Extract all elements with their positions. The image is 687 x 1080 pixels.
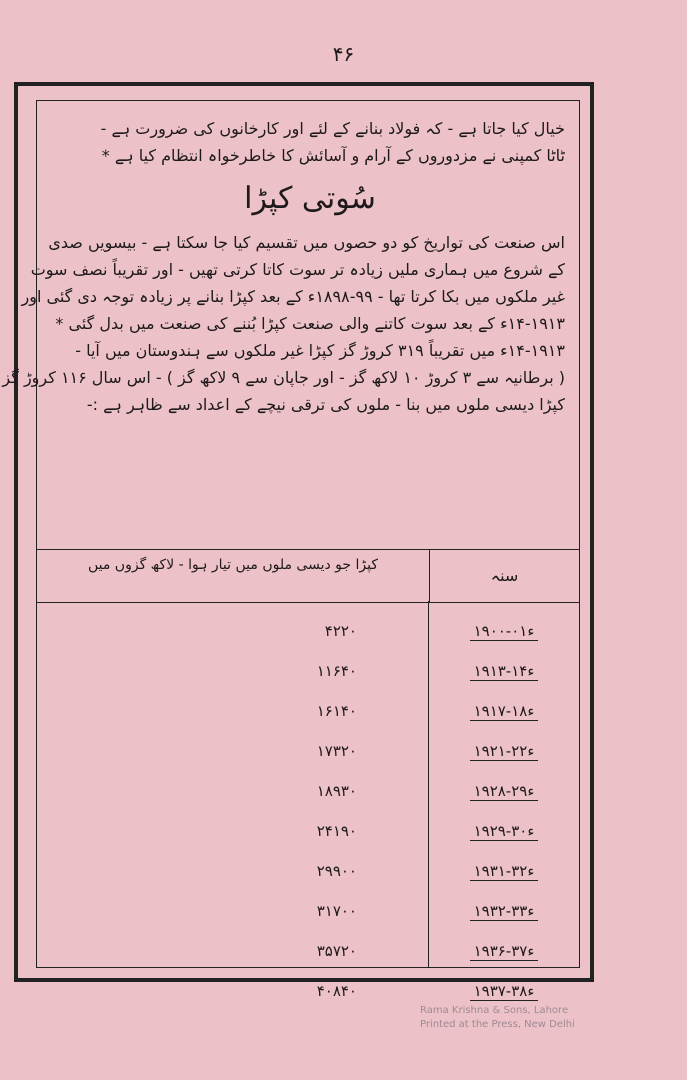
year-text: ۱۹۱۷-۱۸ء xyxy=(470,702,539,721)
paragraph-line: ۱۴-۱۹۱۳ء کے بعد سوت کاتنے والی صنعت کپڑا بُننے کی صنعت میں بدل گئی * xyxy=(55,314,565,333)
section-heading: سُوتی کپڑا xyxy=(244,181,376,216)
paragraph-line: کپڑا دیسی ملوں میں بنا - ملوں کی ترقی نیچے کے اعداد سے ظاہر ہے :- xyxy=(86,395,565,414)
value-cell: ۲۴۱۹۰ xyxy=(316,822,357,840)
year-text: ۱۹۳۱-۳۲ء xyxy=(470,862,539,881)
year-text: ۱۹۲۸-۲۹ء xyxy=(470,782,539,801)
year-text: ۱۹۳۲-۳۳ء xyxy=(470,902,539,921)
year-cell xyxy=(429,813,579,849)
table-row xyxy=(37,933,579,969)
quantity-column-header: کپڑا جو دیسی ملوں میں تیار ہوا - لاکھ گزوں میں xyxy=(87,557,379,573)
year-cell xyxy=(429,653,579,689)
paragraph-line: غیر ملکوں میں بکا کرتا تھا - ۹۹-۱۸۹۸ء کے بعد کپڑا بنانے پر زیادہ توجہ دی گئی اور xyxy=(21,287,565,306)
year-text: ۱۹۳۷-۳۸ء xyxy=(470,982,539,1001)
page-inner-border xyxy=(2,100,580,1000)
paragraph-line: اس صنعت کی تواریخ کو دو حصوں میں تقسیم کیا جا سکتا ہے - بیسویں صدی xyxy=(48,233,565,252)
year-text: ۱۹۰۰-۰۱ء xyxy=(470,622,539,641)
year-cell xyxy=(429,773,579,809)
value-cell: ۳۱۷۰۰ xyxy=(316,902,357,920)
paragraph-line: ( برطانیہ سے ۳ کروڑ ۱۰ لاکھ گز - اور جاپان سے ۹ لاکھ گز ) - اس سال ۱۱۶ کروڑ گز xyxy=(2,368,565,387)
year-cell xyxy=(429,933,579,969)
show-through-text xyxy=(420,1004,670,1032)
year-text: ۱۹۲۱-۲۲ء xyxy=(470,742,539,761)
table-row xyxy=(37,853,579,889)
table-row xyxy=(37,733,579,769)
year-cell xyxy=(429,893,579,929)
page-border xyxy=(2,82,594,1000)
show-through-line: Rama Krishna & Sons, Lahore xyxy=(420,1005,569,1016)
intro-line: خیال کیا جاتا ہے - کہ فولاد بنانے کے لئے اور کارخانوں کی ضرورت ہے - xyxy=(100,119,565,138)
text-block xyxy=(2,115,565,418)
value-cell: ۴۲۲۰ xyxy=(324,622,357,640)
year-text: ۱۹۳۶-۳۷ء xyxy=(470,942,539,961)
year-column-header: سنہ xyxy=(429,550,579,602)
intro-line: ٹاٹا کمپنی نے مزدوروں کے آرام و آسائش کا خاطرخواہ انتظام کیا ہے * xyxy=(101,146,565,165)
table-body xyxy=(37,601,579,1000)
table-row xyxy=(37,693,579,729)
value-cell: ۴۰۸۴۰ xyxy=(316,982,357,1000)
table-header xyxy=(37,549,579,603)
table-row xyxy=(37,893,579,929)
year-cell xyxy=(429,693,579,729)
year-text: ۱۹۱۳-۱۴ء xyxy=(470,662,539,681)
value-cell: ۲۹۹۰۰ xyxy=(316,862,357,880)
table-row xyxy=(37,813,579,849)
value-cell: ۱۱۶۴۰ xyxy=(316,662,357,680)
paragraph-line: ۱۴-۱۹۱۳ء میں تقریباً ۳۱۹ کروڑ گز کپڑا غیر ملکوں سے ہندوستان میں آیا - xyxy=(75,341,565,360)
value-cell: ۱۶۱۴۰ xyxy=(316,702,357,720)
paragraph-line: کے شروع میں ہماری ملیں زیادہ تر سوت کاتا کرتی تھیں - اور تقریباً نصف سوت xyxy=(30,260,565,279)
show-through-line: Printed at the Press, New Delhi xyxy=(420,1019,575,1030)
year-text: ۱۹۲۹-۳۰ء xyxy=(470,822,539,841)
page-number: ۴۶ xyxy=(332,42,355,66)
value-cell: ۱۷۳۲۰ xyxy=(316,742,357,760)
value-cell: ۳۵۷۲۰ xyxy=(316,942,357,960)
year-cell xyxy=(429,853,579,889)
table-row xyxy=(37,613,579,649)
year-cell xyxy=(429,613,579,649)
year-cell xyxy=(429,733,579,769)
table-row xyxy=(37,773,579,809)
table-row xyxy=(37,653,579,689)
production-table xyxy=(37,549,579,1000)
value-cell: ۱۸۹۳۰ xyxy=(316,782,357,800)
